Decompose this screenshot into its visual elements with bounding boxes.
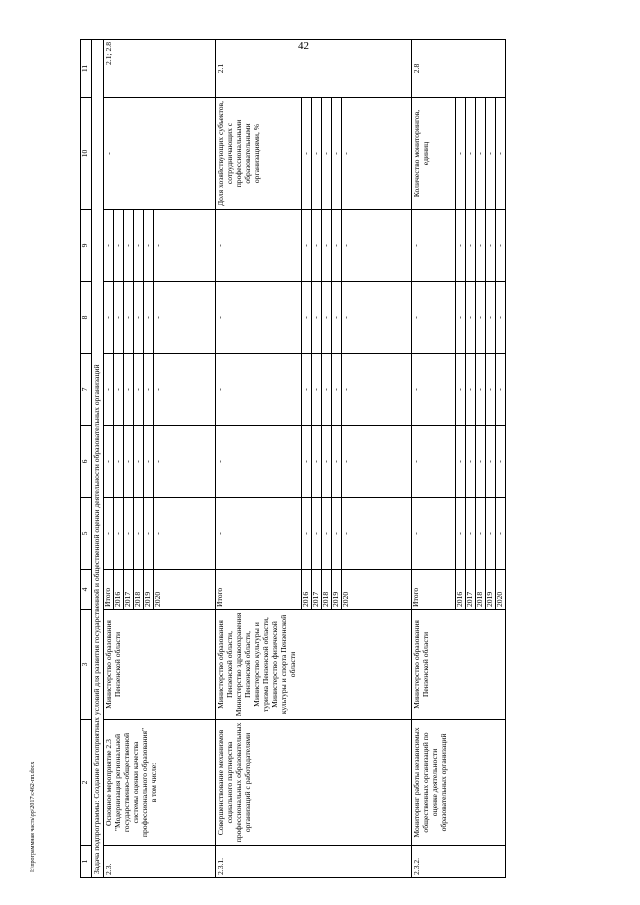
program-activities-table bbox=[80, 39, 506, 878]
value-cell: - bbox=[475, 498, 485, 570]
value-cell: - bbox=[485, 354, 495, 426]
value-cell: - bbox=[123, 426, 133, 498]
column-number: 2 bbox=[81, 720, 92, 846]
value-cell: - bbox=[485, 498, 495, 570]
row-number: 2.3. bbox=[103, 846, 215, 878]
period: 2016 bbox=[455, 570, 465, 610]
period: 2019 bbox=[331, 570, 341, 610]
period: 2019 bbox=[143, 570, 153, 610]
value-cell: - bbox=[103, 282, 113, 354]
value-cell: - bbox=[153, 210, 215, 282]
indicator: Количество мониторингов, единиц bbox=[411, 98, 455, 210]
value-cell: - bbox=[485, 98, 495, 210]
value-cell: - bbox=[123, 498, 133, 570]
value-cell: - bbox=[485, 426, 495, 498]
value-cell: - bbox=[495, 98, 505, 210]
value-cell: - bbox=[103, 210, 113, 282]
value-cell: - bbox=[215, 498, 301, 570]
period: 2020 bbox=[341, 570, 411, 610]
value-cell: - bbox=[341, 498, 411, 570]
value-cell: - bbox=[215, 426, 301, 498]
value-cell: - bbox=[411, 426, 455, 498]
value-cell: - bbox=[321, 282, 331, 354]
value-cell: - bbox=[331, 426, 341, 498]
value-cell: - bbox=[495, 282, 505, 354]
value-cell: - bbox=[465, 426, 475, 498]
value-cell: - bbox=[475, 282, 485, 354]
value-cell: - bbox=[321, 354, 331, 426]
value-cell: - bbox=[341, 282, 411, 354]
value-cell: - bbox=[311, 98, 321, 210]
executor: Министерство образования Пензенской области, Министерство здравоохранения Пензенской области, Министерство культуры и туризма Пензенской области, Министерство физической культуры и спорта Пензенской области bbox=[215, 610, 411, 720]
value-cell: - bbox=[331, 210, 341, 282]
period: 2020 bbox=[153, 570, 215, 610]
value-cell: - bbox=[331, 282, 341, 354]
page-number: 42 bbox=[298, 40, 309, 52]
value-cell: - bbox=[455, 210, 465, 282]
period: 2017 bbox=[465, 570, 475, 610]
value-cell: - bbox=[311, 498, 321, 570]
value-cell: - bbox=[215, 282, 301, 354]
column-number: 5 bbox=[81, 498, 92, 570]
file-path-text: I:\программная часть\рр\2017\с462-пп.docx bbox=[30, 761, 36, 872]
activity-name bbox=[103, 720, 215, 846]
executor: Министерство образования Пензенской области bbox=[411, 610, 505, 720]
value-cell: - bbox=[143, 426, 153, 498]
value-cell: - bbox=[113, 426, 123, 498]
value-cell: - bbox=[143, 210, 153, 282]
indicator: Доля хозяйствующих субъектов, сотрудничающих с профессиональными образовательными организациями, % bbox=[215, 98, 301, 210]
value-cell: - bbox=[475, 354, 485, 426]
value-cell: - bbox=[133, 282, 143, 354]
value-cell: - bbox=[331, 498, 341, 570]
activity-name-note: в том числе: bbox=[148, 762, 158, 803]
value-cell: - bbox=[123, 210, 133, 282]
value-cell: - bbox=[465, 498, 475, 570]
period: 2018 bbox=[475, 570, 485, 610]
value-cell: - bbox=[455, 98, 465, 210]
table-row bbox=[215, 40, 301, 878]
value-cell: - bbox=[341, 210, 411, 282]
value-cell: - bbox=[301, 98, 311, 210]
value-cell: - bbox=[133, 498, 143, 570]
column-number-row bbox=[81, 40, 92, 878]
value-cell: - bbox=[341, 354, 411, 426]
period: 2018 bbox=[321, 570, 331, 610]
value-cell: - bbox=[113, 210, 123, 282]
value-cell: - bbox=[495, 354, 505, 426]
value-cell: - bbox=[411, 354, 455, 426]
value-cell: - bbox=[123, 282, 133, 354]
value-cell: - bbox=[143, 282, 153, 354]
value-cell: - bbox=[113, 498, 123, 570]
value-cell: - bbox=[485, 282, 495, 354]
value-cell: - bbox=[153, 426, 215, 498]
row-number: 2.3.1. bbox=[215, 846, 411, 878]
value-cell: - bbox=[311, 426, 321, 498]
value-cell: - bbox=[133, 354, 143, 426]
value-cell: - bbox=[485, 210, 495, 282]
target-ref: 2.1; 2.8 bbox=[103, 40, 215, 98]
value-cell: - bbox=[153, 282, 215, 354]
value-cell: - bbox=[301, 210, 311, 282]
period: 2020 bbox=[495, 570, 505, 610]
value-cell: - bbox=[321, 426, 331, 498]
table-row bbox=[411, 40, 455, 878]
period: 2016 bbox=[113, 570, 123, 610]
value-cell: - bbox=[465, 282, 475, 354]
value-cell: - bbox=[321, 210, 331, 282]
value-cell: - bbox=[113, 282, 123, 354]
value-cell: - bbox=[331, 98, 341, 210]
column-number: 7 bbox=[81, 354, 92, 426]
value-cell: - bbox=[215, 354, 301, 426]
value-cell: - bbox=[455, 354, 465, 426]
value-cell: - bbox=[321, 98, 331, 210]
column-number: 6 bbox=[81, 426, 92, 498]
period: Итого bbox=[411, 570, 455, 610]
value-cell: - bbox=[455, 282, 465, 354]
column-number: 9 bbox=[81, 210, 92, 282]
activity-name-text: Основное мероприятие 2.3 "Модернизация региональной государственно-общественной системы оценки качества профессионального образования" bbox=[103, 727, 149, 838]
period: Итого bbox=[103, 570, 113, 610]
value-cell: - bbox=[311, 282, 321, 354]
activity-name: Мониторинг работы независимых общественных организаций по оценке деятельности образовательных организаций bbox=[411, 720, 505, 846]
value-cell: - bbox=[465, 98, 475, 210]
value-cell: - bbox=[301, 426, 311, 498]
row-number: 2.3.2. bbox=[411, 846, 505, 878]
value-cell: - bbox=[475, 98, 485, 210]
file-path-footer bbox=[30, 761, 38, 880]
period: Итого bbox=[215, 570, 301, 610]
period: 2018 bbox=[133, 570, 143, 610]
value-cell: - bbox=[411, 282, 455, 354]
value-cell: - bbox=[301, 282, 311, 354]
target-ref: 2.1 bbox=[215, 40, 411, 98]
indicator: - bbox=[103, 98, 215, 210]
value-cell: - bbox=[465, 210, 475, 282]
table-row bbox=[103, 40, 113, 878]
column-number: 11 bbox=[81, 40, 92, 98]
column-number: 8 bbox=[81, 282, 92, 354]
value-cell: - bbox=[215, 210, 301, 282]
task-title: Задача подпрограммы: Создание благоприятных условий для развития государственной и общественной оценки деятельности образовательных организаций bbox=[92, 40, 104, 878]
value-cell: - bbox=[341, 426, 411, 498]
value-cell: - bbox=[301, 354, 311, 426]
value-cell: - bbox=[455, 498, 465, 570]
program-activities-table-sheet bbox=[80, 40, 506, 878]
value-cell: - bbox=[133, 210, 143, 282]
value-cell: - bbox=[321, 498, 331, 570]
column-number: 4 bbox=[81, 570, 92, 610]
executor: Министерство образования Пензенской области bbox=[103, 610, 215, 720]
value-cell: - bbox=[495, 210, 505, 282]
value-cell: - bbox=[341, 98, 411, 210]
column-number: 1 bbox=[81, 846, 92, 878]
value-cell: - bbox=[103, 426, 113, 498]
value-cell: - bbox=[411, 210, 455, 282]
period: 2019 bbox=[485, 570, 495, 610]
value-cell: - bbox=[311, 210, 321, 282]
task-title-row bbox=[92, 40, 104, 878]
value-cell: - bbox=[133, 426, 143, 498]
column-number: 10 bbox=[81, 98, 92, 210]
target-ref: 2.8 bbox=[411, 40, 505, 98]
value-cell: - bbox=[153, 354, 215, 426]
column-number: 3 bbox=[81, 610, 92, 720]
period: 2017 bbox=[311, 570, 321, 610]
value-cell: - bbox=[475, 426, 485, 498]
value-cell: - bbox=[411, 498, 455, 570]
period: 2016 bbox=[301, 570, 311, 610]
value-cell: - bbox=[143, 354, 153, 426]
value-cell: - bbox=[103, 498, 113, 570]
value-cell: - bbox=[143, 498, 153, 570]
value-cell: - bbox=[123, 354, 133, 426]
value-cell: - bbox=[153, 498, 215, 570]
value-cell: - bbox=[311, 354, 321, 426]
value-cell: - bbox=[331, 354, 341, 426]
value-cell: - bbox=[103, 354, 113, 426]
activity-name: Совершенствование механизмов социального партнерства профессиональных образовательных организаций с работодателями bbox=[215, 720, 411, 846]
value-cell: - bbox=[465, 354, 475, 426]
value-cell: - bbox=[495, 498, 505, 570]
value-cell: - bbox=[495, 426, 505, 498]
value-cell: - bbox=[475, 210, 485, 282]
value-cell: - bbox=[113, 354, 123, 426]
value-cell: - bbox=[455, 426, 465, 498]
period: 2017 bbox=[123, 570, 133, 610]
value-cell: - bbox=[301, 498, 311, 570]
